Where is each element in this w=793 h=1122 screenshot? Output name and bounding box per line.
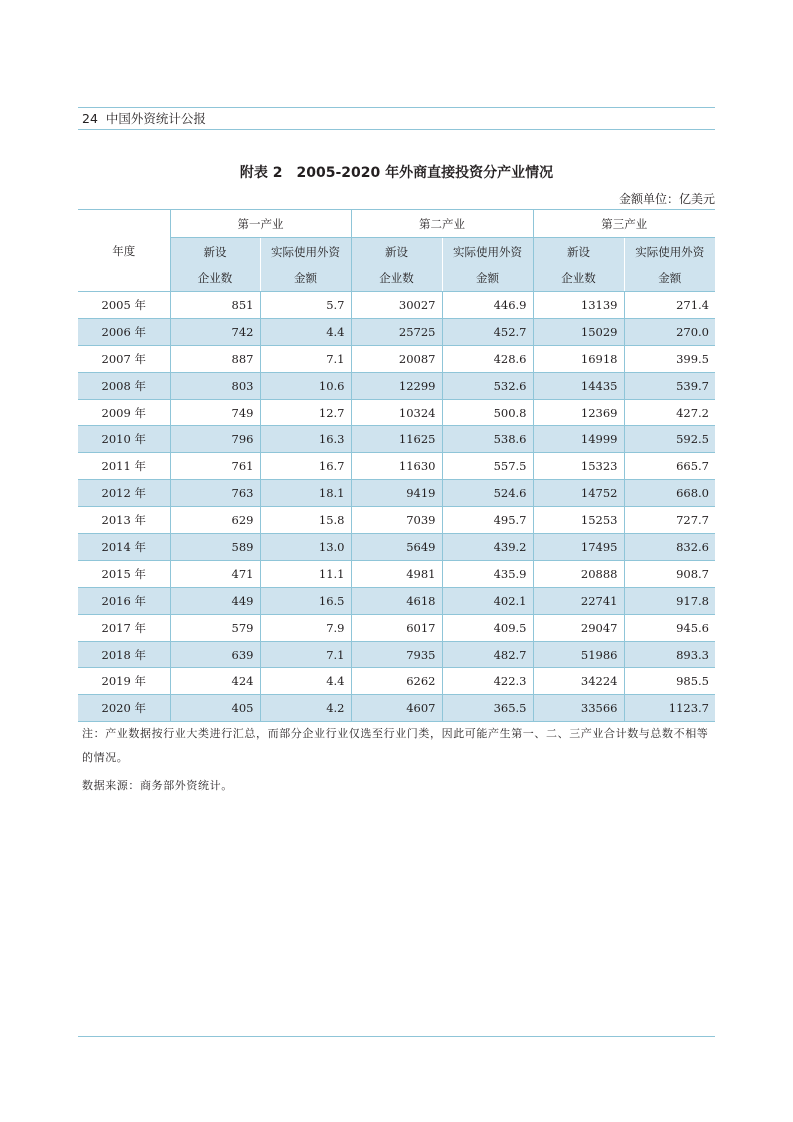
year-cell: 2015 年 [78,560,170,587]
table-row [78,641,715,668]
year-cell: 2013 年 [78,507,170,534]
secondary-new-enterprises-cell: 10324 [351,399,442,426]
primary-new-enterprises-cell: 579 [170,614,260,641]
tertiary-actual-fdi-cell: 893.3 [624,641,715,668]
tertiary-actual-fdi-cell: 832.6 [624,534,715,561]
primary-new-enterprises-cell: 589 [170,534,260,561]
tertiary-actual-fdi-cell: 399.5 [676,351,709,366]
primary-new-enterprises-cell: 803 [170,372,260,399]
secondary-actual-fdi-cell: 495.7 [442,507,533,534]
tertiary-new-enterprises-cell: 29047 [533,614,624,641]
new-enterprises-header: 新设 企业数 [170,238,260,292]
tertiary-actual-fdi-cell: 908.7 [676,566,709,581]
primary-actual-fdi-cell: 12.7 [260,399,351,426]
table-row [78,399,715,426]
tertiary-actual-fdi-cell: 917.8 [624,587,715,614]
table-row [78,614,715,641]
table-row [78,695,715,722]
year-cell: 2016 年 [78,587,170,614]
primary-new-enterprises-cell: 763 [170,480,260,507]
table-row [78,372,715,399]
tertiary-new-enterprises-cell: 51986 [533,641,624,668]
tertiary-new-enterprises-cell: 34224 [533,668,624,695]
secondary-new-enterprises-cell: 20087 [351,345,442,372]
actual-fdi-header: 实际使用外资 金额 [260,238,351,292]
table-row [78,534,715,561]
page-number: 24 [82,111,98,126]
primary-actual-fdi-cell: 10.6 [260,372,351,399]
header-rule-top [78,107,715,108]
publication-title: 中国外资统计公报 [105,111,206,126]
secondary-actual-fdi-cell: 422.3 [442,668,533,695]
table-row [78,480,715,507]
secondary-new-enterprises-cell: 7935 [351,641,442,668]
primary-actual-fdi-cell: 18.1 [260,480,351,507]
primary-actual-fdi-cell: 7.1 [260,641,351,668]
tertiary-actual-fdi-cell: 1123.7 [624,695,715,722]
year-cell: 2018 年 [78,641,170,668]
secondary-actual-fdi-cell: 557.5 [442,453,533,480]
table-row [78,560,715,587]
tertiary-actual-fdi-cell: 985.5 [676,674,709,689]
secondary-new-enterprises-cell: 12299 [351,372,442,399]
year-cell: 2020 年 [78,695,170,722]
tertiary-actual-fdi-cell: 271.4 [676,297,709,312]
secondary-actual-fdi-cell: 452.7 [442,318,533,345]
secondary-new-enterprises-cell: 6262 [351,668,442,695]
tertiary-new-enterprises-cell: 17495 [533,534,624,561]
tertiary-actual-fdi-cell: 727.7 [676,513,709,528]
primary-new-enterprises-cell: 449 [170,587,260,614]
primary-actual-fdi-cell: 5.7 [260,292,351,319]
secondary-new-enterprises-cell: 4618 [351,587,442,614]
table-row [78,507,715,534]
tertiary-new-enterprises-cell: 20888 [533,560,624,587]
primary-actual-fdi-cell: 11.1 [260,560,351,587]
secondary-industry-header: 第二产业 [351,210,533,238]
actual-fdi-header: 实际使用外资 金额 [624,238,715,292]
secondary-actual-fdi-cell: 500.8 [442,399,533,426]
primary-actual-fdi-cell: 16.5 [260,587,351,614]
table-row [78,668,715,695]
year-cell: 2009 年 [78,399,170,426]
primary-new-enterprises-cell: 761 [170,453,260,480]
tertiary-industry-header: 第三产业 [533,210,715,238]
primary-actual-fdi-cell: 4.2 [260,695,351,722]
secondary-new-enterprises-cell: 9419 [351,480,442,507]
table-row [78,426,715,453]
secondary-actual-fdi-cell: 402.1 [442,587,533,614]
table-body [78,292,715,722]
running-head [82,110,206,128]
tertiary-actual-fdi-cell: 668.0 [624,480,715,507]
primary-actual-fdi-cell: 15.8 [260,507,351,534]
secondary-new-enterprises-cell: 11625 [351,426,442,453]
secondary-new-enterprises-cell: 5649 [351,534,442,561]
secondary-new-enterprises-cell: 4607 [351,695,442,722]
secondary-new-enterprises-cell: 11630 [351,453,442,480]
secondary-actual-fdi-cell: 365.5 [442,695,533,722]
actual-fdi-header: 实际使用外资 金额 [442,238,533,292]
primary-new-enterprises-cell: 471 [170,560,260,587]
data-source: 数据来源：商务部外资统计。 [82,779,233,792]
secondary-actual-fdi-cell: 435.9 [442,560,533,587]
tertiary-new-enterprises-cell: 16918 [533,345,624,372]
table-row [78,318,715,345]
primary-new-enterprises-cell: 424 [170,668,260,695]
fdi-by-industry-table [78,209,715,722]
tertiary-new-enterprises-cell: 15323 [533,453,624,480]
tertiary-new-enterprises-cell: 22741 [533,587,624,614]
year-cell: 2008 年 [78,372,170,399]
secondary-new-enterprises-cell: 25725 [351,318,442,345]
tertiary-new-enterprises-cell: 14999 [533,426,624,453]
secondary-actual-fdi-cell: 532.6 [442,372,533,399]
primary-actual-fdi-cell: 13.0 [260,534,351,561]
primary-new-enterprises-cell: 851 [170,292,260,319]
tertiary-new-enterprises-cell: 15253 [533,507,624,534]
new-enterprises-header: 新设 企业数 [533,238,624,292]
secondary-new-enterprises-cell: 30027 [351,292,442,319]
year-cell: 2019 年 [78,668,170,695]
primary-actual-fdi-cell: 7.1 [260,345,351,372]
table-number: 附表 2 [239,165,283,181]
tertiary-actual-fdi-cell: 592.5 [624,426,715,453]
secondary-new-enterprises-cell: 4981 [351,560,442,587]
secondary-actual-fdi-cell: 446.9 [442,292,533,319]
secondary-actual-fdi-cell: 409.5 [442,614,533,641]
header-rule-bottom [78,129,715,130]
table-note: 注：产业数据按行业大类进行汇总，而部分企业行业仅选至行业门类，因此可能产生第一、二、三产业合计数与总数不相等的情况。 [82,727,709,764]
tertiary-new-enterprises-cell: 14752 [533,480,624,507]
table-row [78,292,715,319]
table-caption: 2005-2020 年外商直接投资分产业情况 [296,165,554,181]
tertiary-new-enterprises-cell: 13139 [533,292,624,319]
tertiary-actual-fdi-cell: 270.0 [624,318,715,345]
year-header: 年度 [78,210,170,292]
primary-new-enterprises-cell: 405 [170,695,260,722]
primary-actual-fdi-cell: 4.4 [260,668,351,695]
secondary-actual-fdi-cell: 428.6 [442,345,533,372]
year-cell: 2007 年 [78,345,170,372]
table-row [78,453,715,480]
primary-new-enterprises-cell: 629 [170,507,260,534]
tertiary-actual-fdi-cell: 945.6 [676,620,709,635]
table-title [78,162,715,182]
footer-rule [78,1036,715,1037]
year-cell: 2006 年 [78,318,170,345]
tertiary-actual-fdi-cell: 539.7 [624,372,715,399]
table-row [78,345,715,372]
unit-label: 金额单位：亿美元 [618,192,715,206]
primary-new-enterprises-cell: 749 [170,399,260,426]
primary-actual-fdi-cell: 16.3 [260,426,351,453]
year-cell: 2005 年 [78,292,170,319]
tertiary-new-enterprises-cell: 15029 [533,318,624,345]
primary-industry-header: 第一产业 [170,210,351,238]
primary-new-enterprises-cell: 796 [170,426,260,453]
primary-new-enterprises-cell: 742 [170,318,260,345]
table-row [78,587,715,614]
primary-actual-fdi-cell: 7.9 [260,614,351,641]
primary-new-enterprises-cell: 639 [170,641,260,668]
secondary-actual-fdi-cell: 524.6 [442,480,533,507]
tertiary-new-enterprises-cell: 33566 [533,695,624,722]
primary-actual-fdi-cell: 4.4 [260,318,351,345]
secondary-new-enterprises-cell: 7039 [351,507,442,534]
year-cell: 2017 年 [78,614,170,641]
primary-actual-fdi-cell: 16.7 [260,453,351,480]
tertiary-new-enterprises-cell: 14435 [533,372,624,399]
year-cell: 2011 年 [78,453,170,480]
tertiary-actual-fdi-cell: 427.2 [676,405,709,420]
secondary-actual-fdi-cell: 482.7 [442,641,533,668]
new-enterprises-header: 新设 企业数 [351,238,442,292]
secondary-actual-fdi-cell: 439.2 [442,534,533,561]
tertiary-actual-fdi-cell: 665.7 [676,459,709,474]
year-cell: 2010 年 [78,426,170,453]
primary-new-enterprises-cell: 887 [170,345,260,372]
year-cell: 2012 年 [78,480,170,507]
secondary-actual-fdi-cell: 538.6 [442,426,533,453]
secondary-new-enterprises-cell: 6017 [351,614,442,641]
year-cell: 2014 年 [78,534,170,561]
tertiary-new-enterprises-cell: 12369 [533,399,624,426]
